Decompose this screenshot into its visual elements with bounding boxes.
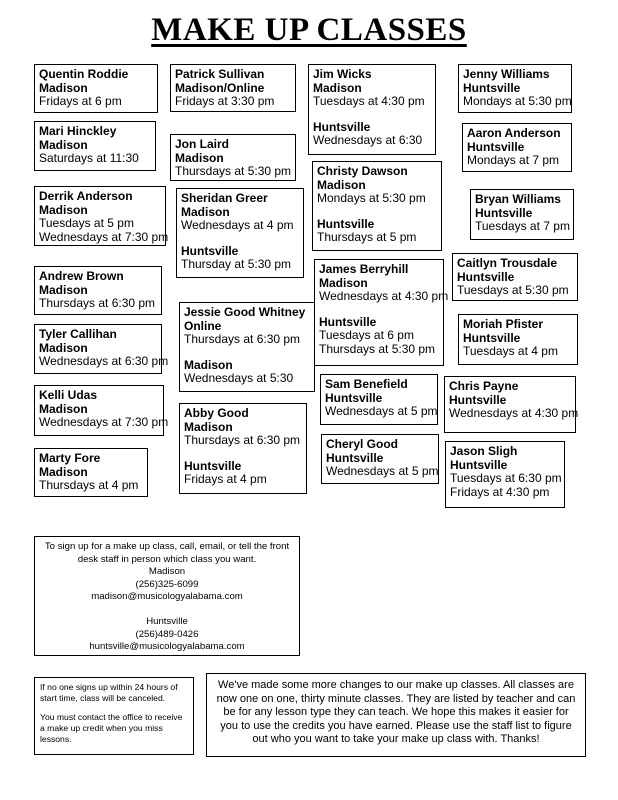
teacher-name: Andrew Brown	[39, 269, 124, 283]
signup-instructions-line: To sign up for a make up class, call, email, or tell the front	[44, 541, 290, 552]
class-time: Wednesdays at 5:30	[184, 371, 294, 385]
class-time: Mondays at 5:30 pm	[317, 191, 426, 205]
signup-info-box	[34, 536, 300, 656]
class-time: Fridays at 3:30 pm	[175, 94, 275, 108]
teacher-name: Jim Wicks	[313, 67, 372, 81]
class-time: Wednesdays at 5 pm	[325, 404, 438, 418]
page-title: MAKE UP CLASSES	[151, 12, 467, 48]
class-time: Thursdays at 5:30 pm	[175, 164, 292, 178]
class-time: Wednesdays at 5 pm	[326, 464, 439, 478]
teacher-name: James Berryhill	[319, 262, 409, 276]
class-time: Fridays at 4 pm	[184, 472, 267, 486]
class-time: Saturdays at 11:30	[39, 151, 139, 165]
madison-phone: (256)325-6099	[135, 578, 199, 590]
class-time: Wednesdays at 7:30 pm	[39, 229, 169, 244]
teacher-card	[34, 385, 169, 436]
location-label: Huntsville	[313, 119, 371, 134]
teacher-card	[444, 376, 579, 433]
teacher-card	[34, 186, 169, 246]
class-time: Wednesdays at 7:30 pm	[39, 415, 169, 429]
teacher-card	[34, 266, 162, 315]
teacher-name: Bryan Williams	[475, 192, 561, 206]
location-label: Huntsville	[463, 330, 521, 345]
teacher-card	[445, 441, 565, 508]
location-label: Madison	[39, 137, 88, 152]
teacher-card	[34, 324, 169, 374]
location-label: Madison	[39, 282, 88, 297]
teacher-card	[34, 448, 148, 497]
location-label: Madison	[319, 275, 368, 290]
location-label: Madison	[184, 419, 233, 434]
class-time: Thursdays at 5:30 pm	[319, 341, 436, 356]
teacher-name: Patrick Sullivan	[175, 67, 265, 81]
teacher-card	[458, 64, 572, 113]
location-label: Madison	[39, 202, 88, 217]
location-label: Huntsville	[449, 392, 507, 407]
teacher-name: Jessie Good Whitney	[184, 305, 306, 319]
teacher-name: Sheridan Greer	[181, 191, 268, 205]
location-label: Madison	[181, 204, 230, 219]
class-time: Tuesdays at 7 pm	[475, 219, 570, 233]
location-label: Madison	[317, 177, 366, 192]
class-time: Tuesdays at 5 pm	[39, 216, 134, 230]
teacher-card	[452, 253, 578, 301]
location-label: Online	[184, 318, 222, 333]
huntsville-location-label: Huntsville	[146, 615, 188, 627]
teacher-name: Kelli Udas	[39, 388, 98, 402]
teacher-name: Aaron Anderson	[467, 126, 561, 140]
location-label: Huntsville	[463, 80, 521, 95]
teacher-name: Marty Fore	[39, 451, 101, 465]
location-label: Huntsville	[475, 205, 533, 220]
teacher-name: Abby Good	[184, 406, 249, 420]
location-label: Madison	[175, 150, 224, 165]
class-time: Tuesdays at 5:30 pm	[457, 283, 569, 297]
teacher-card	[170, 64, 296, 112]
class-time: Mondays at 7 pm	[467, 153, 560, 167]
class-time: Wednesdays at 6:30	[313, 133, 423, 147]
teacher-name: Sam Benefield	[325, 377, 408, 391]
teacher-card	[34, 64, 158, 113]
location-label: Huntsville	[325, 390, 383, 405]
location-label: Madison/Online	[175, 80, 265, 95]
teacher-card	[458, 314, 578, 365]
class-time: Thursdays at 6:30 pm	[184, 433, 301, 447]
class-time: Wednesdays at 4:30 pm	[449, 406, 579, 420]
class-time: Thursdays at 6:30 pm	[184, 332, 301, 346]
announcement-box: We've made some more changes to our make up classes. All classes are now one on one, thirty minute classes. They are listed by teacher and can be for any lesson type they can teach. We hope this makes it easier for you to use the credits you have earned. Please use the staff list to figure out who you want to take your make up class with. Thanks!	[206, 673, 586, 757]
teacher-name: Chris Payne	[449, 379, 519, 393]
huntsville-email: huntsville@musicologyalabama.com	[89, 641, 245, 653]
location-label: Huntsville	[319, 314, 377, 329]
teacher-card	[462, 123, 572, 172]
class-time: Tuesdays at 6:30 pm	[450, 471, 562, 485]
class-time: Wednesdays at 6:30 pm	[39, 354, 169, 368]
location-label: Huntsville	[457, 269, 515, 284]
class-time: Fridays at 4:30 pm	[450, 484, 550, 499]
teacher-name: Caitlyn Trousdale	[457, 256, 558, 270]
huntsville-phone: (256)489-0426	[135, 628, 199, 640]
teacher-card	[179, 403, 307, 494]
location-label: Madison	[39, 80, 88, 95]
teacher-card	[179, 302, 315, 392]
location-label: Huntsville	[317, 216, 375, 231]
teacher-card	[470, 189, 574, 240]
teacher-card	[34, 121, 156, 171]
teacher-card	[176, 188, 304, 278]
location-label: Huntsville	[181, 243, 239, 258]
teacher-name: Christy Dawson	[317, 164, 408, 178]
class-time: Tuesdays at 4:30 pm	[313, 94, 425, 108]
policy-notice-box	[34, 677, 194, 755]
location-label: Huntsville	[467, 139, 525, 154]
cancellation-policy: If no one signs up within 24 hours of start time, class will be canceled.	[40, 682, 178, 703]
class-time: Fridays at 6 pm	[39, 94, 122, 108]
teacher-name: Moriah Pfister	[463, 317, 544, 331]
madison-email: madison@musicologyalabama.com	[91, 591, 243, 603]
teacher-card	[320, 374, 438, 425]
class-time: Mondays at 5:30 pm	[463, 94, 572, 108]
location-label: Madison	[39, 340, 88, 355]
location-label: Huntsville	[450, 457, 508, 472]
class-time: Thursdays at 5 pm	[317, 230, 417, 244]
teacher-name: Derrik Anderson	[39, 189, 133, 203]
teacher-card	[312, 161, 442, 251]
teacher-name: Tyler Callihan	[39, 327, 117, 341]
teacher-card	[308, 64, 436, 155]
madison-location-label: Madison	[148, 566, 186, 578]
class-time: Wednesdays at 4:30 pm	[319, 289, 449, 303]
location-label: Madison	[39, 464, 88, 479]
signup-instructions-line: desk staff in person which class you want.	[77, 553, 257, 565]
class-time: Thursday at 5:30 pm	[181, 257, 292, 271]
teacher-name: Quentin Roddie	[39, 67, 129, 81]
teacher-name: Jon Laird	[175, 137, 230, 151]
location-label: Madison	[313, 80, 362, 95]
location-label: Huntsville	[184, 458, 242, 473]
teacher-name: Jason Sligh	[450, 444, 518, 458]
teacher-name: Cheryl Good	[326, 437, 399, 451]
class-time: Thursdays at 6:30 pm	[39, 296, 156, 310]
class-time: Wednesdays at 4 pm	[181, 218, 294, 232]
location-label: Huntsville	[326, 450, 384, 465]
location-label: Madison	[184, 357, 233, 372]
teacher-name: Jenny Williams	[463, 67, 550, 81]
teacher-name: Mari Hinckley	[39, 124, 117, 138]
teacher-card	[321, 434, 439, 484]
teacher-card	[314, 259, 449, 366]
class-time: Tuesdays at 6 pm	[319, 328, 414, 342]
credit-policy: You must contact the office to receive a make up credit when you miss lessons.	[40, 712, 183, 744]
location-label: Madison	[39, 401, 88, 416]
teacher-card	[170, 134, 296, 181]
class-time: Thursdays at 4 pm	[39, 478, 139, 492]
class-time: Tuesdays at 4 pm	[463, 344, 558, 358]
